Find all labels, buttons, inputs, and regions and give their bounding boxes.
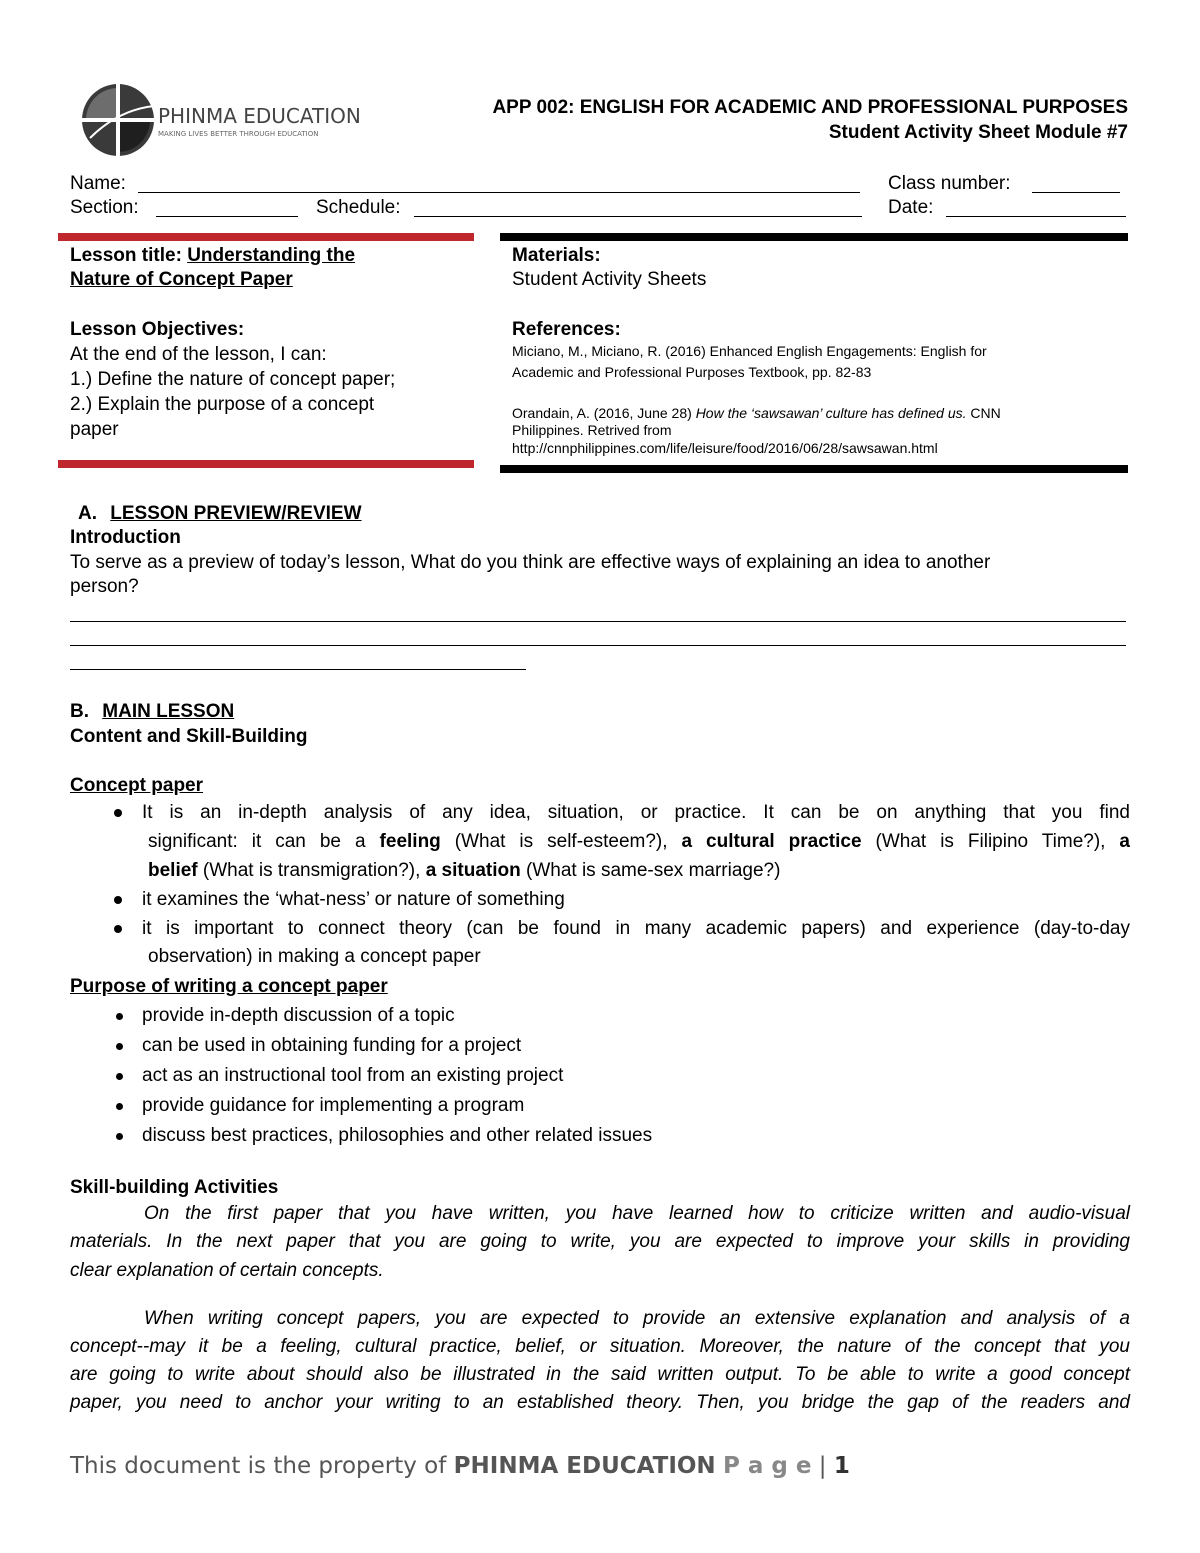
section-a-heading [78, 502, 362, 526]
section-a-subheading: Introduction [70, 527, 181, 548]
reference-2-suffix: CNN [970, 405, 1001, 421]
footer-prefix: This document is the property of [70, 1453, 454, 1479]
date-label: Date: [888, 197, 934, 218]
concept-keyword-a: a [1119, 831, 1130, 852]
logo-tagline: MAKING LIVES BETTER THROUGH EDUCATION [158, 130, 319, 138]
materials-label: Materials: [512, 245, 601, 266]
section-b-subheading: Content and Skill-Building [70, 726, 308, 747]
lesson-title [70, 244, 355, 268]
reference-2-prefix: Orandain, A. (2016, June 28) [512, 405, 692, 421]
section-a-prompt-line1: To serve as a preview of today’s lesson, What do you think are effective ways of explaining an idea to another [70, 552, 991, 573]
references-label: References: [512, 319, 621, 340]
class-number-field[interactable] [1032, 192, 1120, 193]
objective-1: 1.) Define the nature of concept paper; [70, 369, 396, 390]
materials-top-bar [500, 233, 1128, 241]
purpose-item: discuss best practices, philosophies and other related issues [142, 1125, 653, 1146]
objectives-label: Lesson Objectives: [70, 319, 245, 340]
skill-building-heading: Skill-building Activities [70, 1177, 279, 1198]
materials-value: Student Activity Sheets [512, 269, 707, 290]
purpose-item: provide guidance for implementing a program [142, 1095, 525, 1116]
section-a-title: LESSON PREVIEW/REVIEW [110, 503, 362, 524]
concept-text: (What is same-sex marriage?) [520, 860, 781, 881]
paragraph-2-line2: concept--may it be a feeling, cultural practice, belief, or situation. Moreover, the nature of the concept that you [70, 1336, 1130, 1357]
purpose-item: act as an instructional tool from an existing project [142, 1065, 564, 1086]
paragraph-1-line3: clear explanation of certain concepts. [70, 1260, 384, 1281]
bullet-icon [116, 1103, 123, 1110]
reference-1-line2: Academic and Professional Purposes Textbook, pp. 82-83 [512, 364, 872, 380]
logo-name: PHINMA EDUCATION [158, 104, 361, 128]
lesson-bottom-bar [58, 460, 474, 468]
concept-item-1-line2 [148, 830, 1130, 854]
footer-separator: | [818, 1453, 827, 1479]
bullet-icon [116, 1133, 123, 1140]
section-field[interactable] [156, 216, 298, 217]
objective-2-line2: paper [70, 419, 119, 440]
name-field[interactable] [138, 192, 860, 193]
lesson-title-line1: Understanding the [187, 245, 356, 266]
bullet-icon [116, 1073, 123, 1080]
reference-2-title: How the ‘sawsawan’ culture has defined us. [695, 405, 967, 421]
materials-bottom-bar [500, 465, 1128, 473]
paragraph-2-line4: paper, you need to anchor your writing to an established theory. Then, you bridge the gap of the readers and [70, 1392, 1130, 1413]
lesson-title-label: Lesson title: [70, 245, 182, 266]
logo-emblem-icon [78, 80, 158, 160]
bullet-icon [116, 1013, 123, 1020]
concept-text: (What is transmigration?), [197, 860, 426, 881]
bullet-icon [114, 809, 122, 817]
paragraph-2-line1: When writing concept papers, you are expected to provide an extensive explanation and analysis of a [144, 1308, 1130, 1329]
paragraph-2-line3: are going to write about should also be illustrated in the said written output. To be able to write a good concept [70, 1364, 1130, 1385]
purpose-item: provide in-depth discussion of a topic [142, 1005, 455, 1026]
logo [78, 80, 361, 160]
footer-page-label: P a g e [723, 1453, 812, 1479]
footer [70, 1453, 850, 1479]
course-title: APP 002: ENGLISH FOR ACADEMIC AND PROFESSIONAL PURPOSES [492, 97, 1128, 118]
class-number-label: Class number: [888, 173, 1011, 194]
schedule-field[interactable] [414, 216, 862, 217]
bullet-icon [114, 896, 122, 904]
answer-line-2[interactable] [70, 645, 1126, 646]
concept-text: (What is Filipino Time?), [861, 831, 1120, 852]
concept-item-3-line1: it is important to connect theory (can be found in many academic papers) and experience (day-to-day [142, 918, 1130, 939]
purpose-item: can be used in obtaining funding for a project [142, 1035, 522, 1056]
section-a-prompt-line2: person? [70, 576, 139, 597]
reference-1-line1: Miciano, M., Miciano, R. (2016) Enhanced English Engagements: English for [512, 343, 987, 359]
footer-page-number: 1 [833, 1453, 850, 1479]
answer-line-1[interactable] [70, 621, 1126, 622]
reference-2-line2: Philippines. Retrived from [512, 422, 672, 438]
section-b-title: MAIN LESSON [102, 701, 235, 722]
concept-item-1-line1: It is an in-depth analysis of any idea, situation, or practice. It can be on anything that you find [142, 802, 1130, 823]
paragraph-1-line1: On the first paper that you have written, you have learned how to criticize written and audio-visual [144, 1203, 1130, 1224]
date-field[interactable] [946, 216, 1126, 217]
concept-item-2: it examines the ‘what-ness’ or nature of something [142, 889, 565, 910]
paragraph-1-line2: materials. In the next paper that you are going to write, you are expected to improve your skills in providing [70, 1231, 1130, 1252]
section-b-letter: B. [70, 701, 89, 722]
footer-org: PHINMA EDUCATION [453, 1453, 716, 1479]
concept-text: significant: it can be a [148, 831, 380, 852]
objective-2-line1: 2.) Explain the purpose of a concept [70, 394, 375, 415]
concept-text: (What is self-esteem?), [440, 831, 682, 852]
bullet-icon [114, 925, 122, 933]
concept-keyword-cultural-practice: a cultural practice [681, 831, 862, 852]
reference-2-url[interactable]: http://cnnphilippines.com/life/leisure/food/2016/06/28/sawsawan.html [512, 440, 938, 456]
sheet-title: Student Activity Sheet Module #7 [828, 122, 1128, 143]
schedule-label: Schedule: [316, 197, 401, 218]
lesson-top-bar [58, 233, 474, 241]
name-label: Name: [70, 173, 126, 194]
section-b-heading [70, 700, 234, 724]
purpose-heading: Purpose of writing a concept paper [70, 976, 388, 997]
lesson-title-line2: Nature of Concept Paper [70, 269, 293, 290]
concept-item-1-line3 [148, 859, 780, 883]
answer-line-3[interactable] [70, 669, 526, 670]
concept-paper-heading: Concept paper [70, 775, 204, 796]
section-label: Section: [70, 197, 139, 218]
concept-item-3-line2: observation) in making a concept paper [148, 946, 481, 967]
concept-keyword-situation: a situation [425, 860, 521, 881]
concept-keyword-belief: belief [148, 860, 198, 881]
bullet-icon [116, 1043, 123, 1050]
concept-keyword-feeling: feeling [379, 831, 441, 852]
objectives-intro: At the end of the lesson, I can: [70, 344, 327, 365]
section-a-letter: A. [78, 503, 97, 524]
